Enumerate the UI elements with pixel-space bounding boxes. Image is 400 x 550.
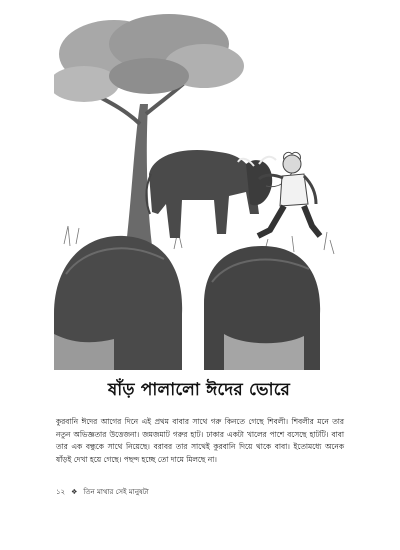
story-paragraph: কুরবানি ঈদের আগের দিনে এই প্রথম বাবার সাথে গরু কিনতে গেছে শিবলী। শিবলীর মনে তার নতুন অভিজ্ঞতার উত্তেজনা। জমজমাট গরুর হাট। ঢাকার একটা খালের পাশে বসেছে হাটটি। বাবা তার এক বন্ধুকে সাথে নিয়েছে। বরাবর তার সাথেই কুরবানি দিয়ে থাকে বাবা। ইতোমধ্যে অনেক ষাঁড়ই দেখা হয়ে গেছে। পছন্দ হচ্ছে তো দামে মিলছে না। <box>56 417 344 464</box>
illustration <box>54 14 344 370</box>
page-footer <box>56 486 344 498</box>
ornament-icon: ❖ <box>71 488 78 496</box>
book-title: তিন মাথার সেই মানুষটা <box>83 488 149 496</box>
story-title: ষাঁড় পালালো ঈদের ভোরে <box>107 380 291 400</box>
page-number: ১২ <box>56 488 66 496</box>
